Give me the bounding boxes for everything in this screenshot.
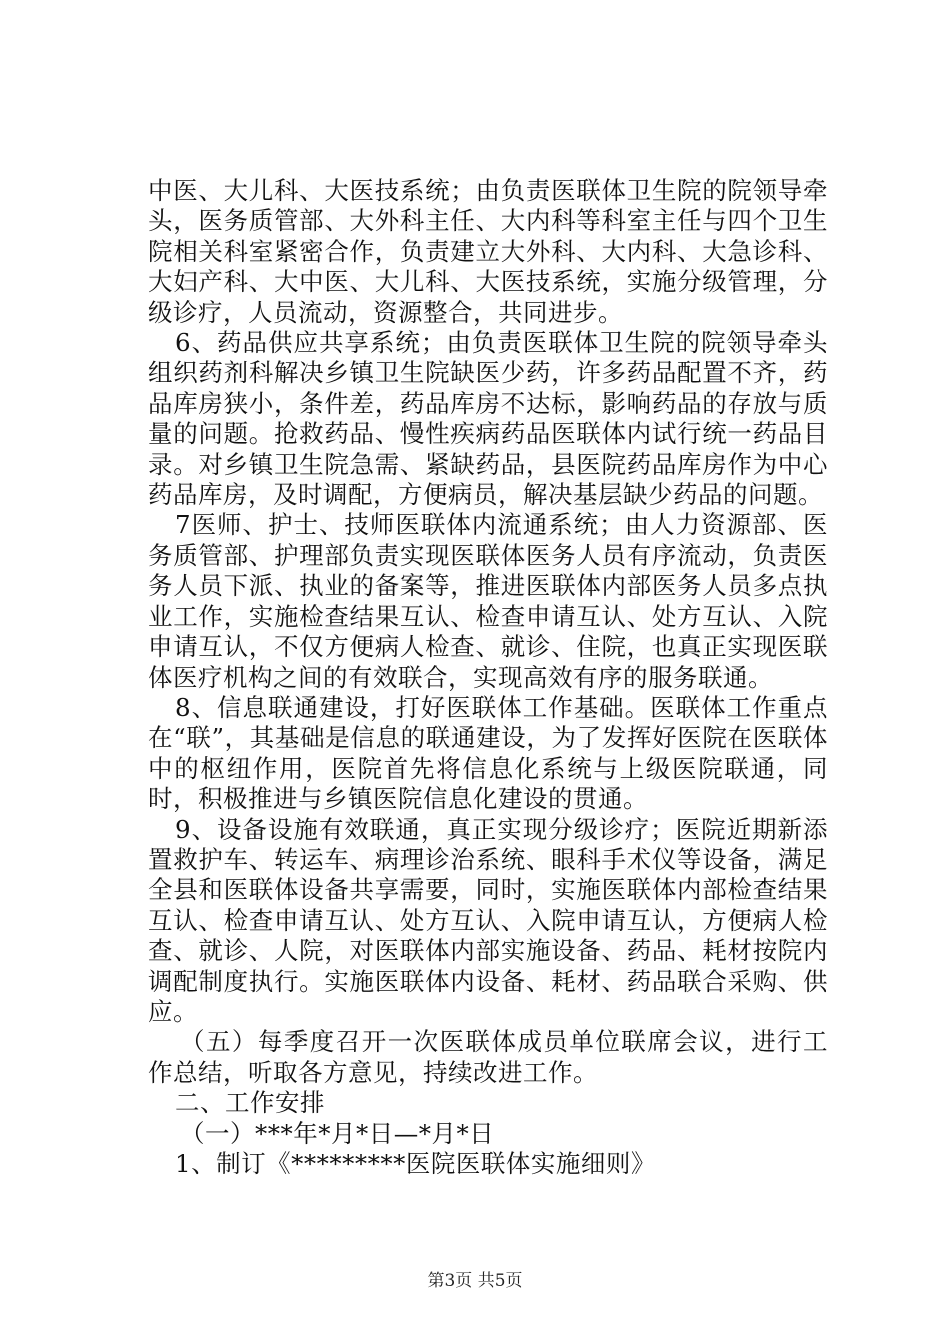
paragraph-drug-supply: 6、药品供应共享系统；由负责医联体卫生院的院领导牵头组织药剂科解决乡镇卫生院缺医少药，许多药品配置不齐，药品库房狭小，条件差，药品库房不达标，影响药品的存放与质量的问题。抢救药品、慢性疾病药品医联体内试行统一药品目录。对乡镇卫生院急需、紧缺药品，县医院药品库房作为中心药品库房，及时调配，方便病员，解决基层缺少药品的问题。 xyxy=(148,328,828,510)
paragraph-staff-flow: 7医师、护士、技师医联体内流通系统；由人力资源部、医务质管部、护理部负责实现医联体医务人员有序流动，负责医务人员下派、执业的备案等，推进医联体内部医务人员多点执业工作，实施检查结果互认、检查申请互认、处方互认、入院申请互认，不仅方便病人检查、就诊、住院，也真正实现医联体医疗机构之间的有效联合，实现高效有序的服务联通。 xyxy=(148,510,828,692)
page-number: 第3页 共5页 xyxy=(427,1271,523,1291)
paragraph-info-connect: 8、信息联通建设，打好医联体工作基础。医联体工作重点在“联”，其基础是信息的联通建设，为了发挥好医院在医联体中的枢纽作用，医院首先将信息化系统与上级医院联通，同时，积极推进与乡镇医院信息化建设的贯通。 xyxy=(148,692,828,814)
section-heading-schedule: 二、工作安排 xyxy=(175,1088,325,1118)
paragraph-joint-meeting: （五）每季度召开一次医联体成员单位联席会议，进行工作总结，听取各方意见，持续改进工作。 xyxy=(148,1027,828,1087)
document-body xyxy=(148,176,828,1179)
list-item-rules: 1、制订《*********医院医联体实施细则》 xyxy=(175,1149,656,1178)
paragraph-equipment: 9、设备设施有效联通，真正实现分级诊疗；医院近期新添置救护车、转运车、病理诊治系统、眼科手术仪等设备，满足全县和医联体设备共享需要，同时，实施医联体内部检查结果互认、检查申请互认、处方互认、入院申请互认，方便病人检查、就诊、人院，对医联体内部实施设备、药品、耗材按院内调配制度执行。实施医联体内设备、耗材、药品联合采购、供应。 xyxy=(148,814,828,1026)
paragraph-continued: 中医、大儿科、大医技系统；由负责医联体卫生院的院领导牵头，医务质管部、大外科主任、大内科等科室主任与四个卫生院相关科室紧密合作，负责建立大外科、大内科、大急诊科、大妇产科、大中医、大儿科、大医技系统，实施分级管理，分级诊疗，人员流动，资源整合，共同进步。 xyxy=(148,176,828,327)
subheading-date-range: （一）***年*月*日—*月*日 xyxy=(180,1118,495,1148)
